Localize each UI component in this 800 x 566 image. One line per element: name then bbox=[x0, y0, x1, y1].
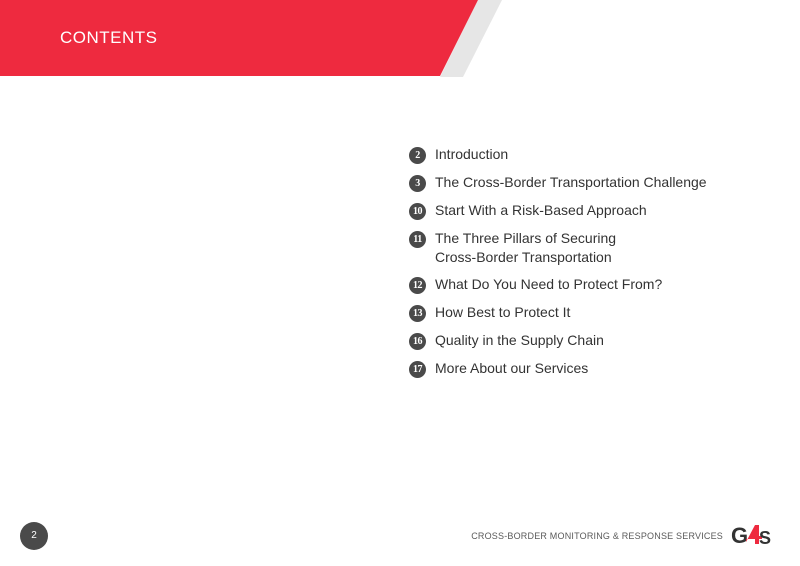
logo-s-letter: S bbox=[759, 528, 772, 548]
toc-page-number: 12 bbox=[409, 277, 426, 294]
toc-item[interactable] bbox=[409, 275, 789, 294]
g4s-logo bbox=[731, 522, 773, 548]
toc-item-title: What Do You Need to Protect From? bbox=[435, 276, 663, 292]
header-banner bbox=[0, 0, 800, 80]
toc-item[interactable] bbox=[409, 145, 789, 164]
toc-item-title: More About our Services bbox=[435, 360, 589, 376]
toc-page-number: 17 bbox=[409, 361, 426, 378]
toc-page-number: 3 bbox=[409, 175, 426, 192]
toc-page-number: 11 bbox=[409, 231, 426, 248]
toc-item-title: Quality in the Supply Chain bbox=[435, 332, 604, 348]
toc-item[interactable] bbox=[409, 303, 789, 322]
toc-item-title: How Best to Protect It bbox=[435, 304, 571, 320]
toc-page-number: 10 bbox=[409, 203, 426, 220]
table-of-contents bbox=[409, 145, 789, 387]
page-number-badge: 2 bbox=[20, 522, 48, 550]
logo-g-letter: G bbox=[731, 523, 749, 548]
toc-item-title: Introduction bbox=[435, 146, 509, 162]
toc-item-title: The Three Pillars of Securing Cross-Border Transportation bbox=[435, 230, 617, 265]
toc-page-number: 16 bbox=[409, 333, 426, 350]
toc-item[interactable] bbox=[409, 359, 789, 378]
page-title: CONTENTS bbox=[60, 28, 158, 47]
toc-page-number: 13 bbox=[409, 305, 426, 322]
footer-document-title: CROSS-BORDER MONITORING & RESPONSE SERVICES bbox=[471, 531, 723, 541]
toc-page-number: 2 bbox=[409, 147, 426, 164]
toc-item[interactable] bbox=[409, 229, 789, 266]
toc-item[interactable] bbox=[409, 201, 789, 220]
toc-item[interactable] bbox=[409, 173, 789, 192]
toc-item-title: The Cross-Border Transportation Challenge bbox=[435, 174, 707, 190]
toc-item-title: Start With a Risk-Based Approach bbox=[435, 202, 647, 218]
toc-item[interactable] bbox=[409, 331, 789, 350]
